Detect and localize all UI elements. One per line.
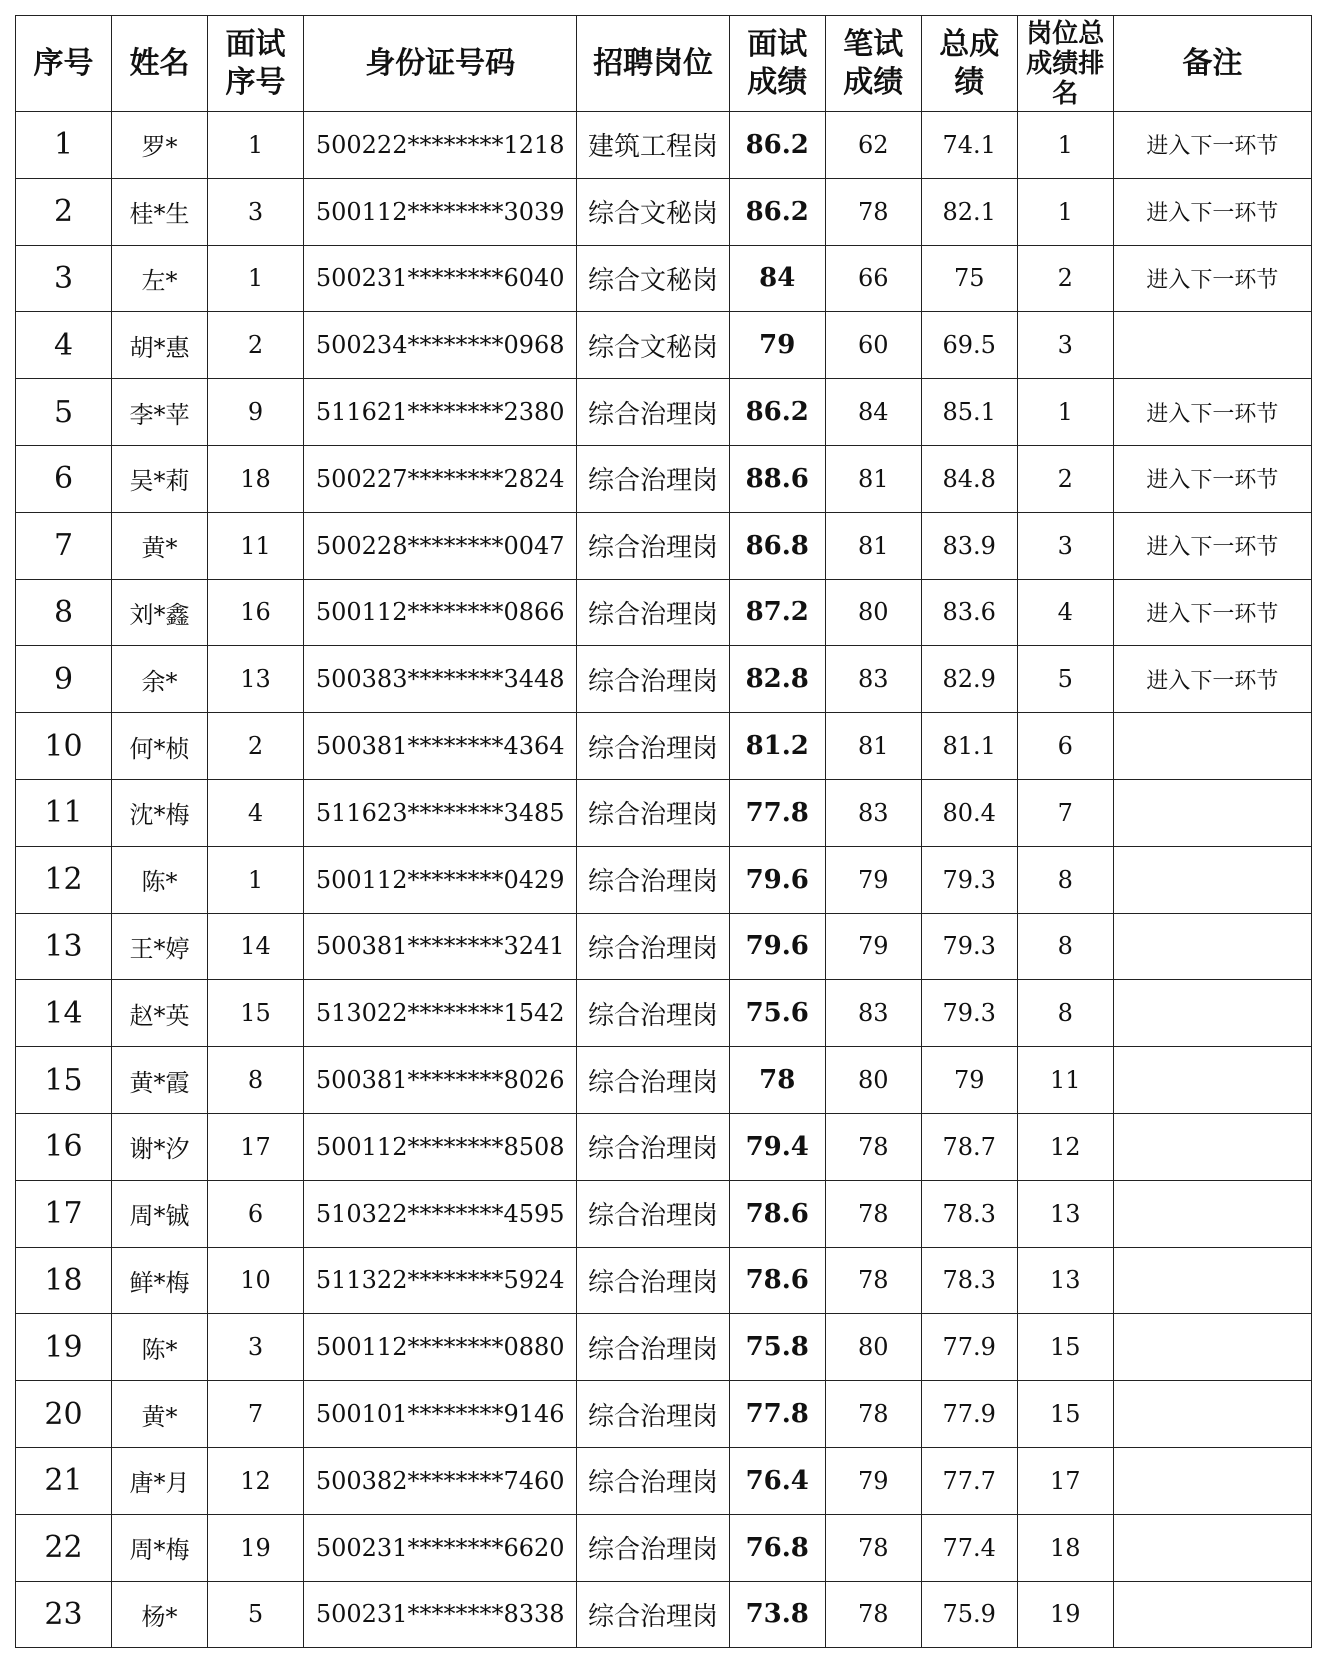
interview-score-cell: 73.8 xyxy=(729,1581,825,1648)
interview-score-cell: 86.2 xyxy=(729,112,825,179)
name-cell: 罗* xyxy=(112,112,208,179)
remark-cell: 进入下一环节 xyxy=(1113,512,1311,579)
written-score-cell: 60 xyxy=(825,312,921,379)
id-number-cell: 500112********3039 xyxy=(304,178,577,245)
written-score-cell: 84 xyxy=(825,379,921,446)
id-number-cell: 500227********2824 xyxy=(304,445,577,512)
remark-cell xyxy=(1113,1247,1311,1314)
id-number-cell: 500112********0429 xyxy=(304,846,577,913)
name-cell: 唐*月 xyxy=(112,1447,208,1514)
interview-no-cell: 9 xyxy=(208,379,304,446)
interview-no-cell: 13 xyxy=(208,646,304,713)
table-row xyxy=(16,512,1312,579)
written-score-cell: 83 xyxy=(825,646,921,713)
total-score-cell: 69.5 xyxy=(921,312,1017,379)
name-cell: 沈*梅 xyxy=(112,779,208,846)
remark-cell xyxy=(1113,779,1311,846)
interview-no-cell: 12 xyxy=(208,1447,304,1514)
rank-cell: 1 xyxy=(1017,112,1113,179)
position-cell: 综合治理岗 xyxy=(577,913,729,980)
name-cell: 桂*生 xyxy=(112,178,208,245)
position-cell: 综合文秘岗 xyxy=(577,245,729,312)
table-row xyxy=(16,913,1312,980)
rank-cell: 6 xyxy=(1017,713,1113,780)
seq-cell: 12 xyxy=(16,846,112,913)
remark-cell xyxy=(1113,1314,1311,1381)
interview-no-cell: 15 xyxy=(208,980,304,1047)
header-remark: 备注 xyxy=(1113,16,1311,112)
interview-no-cell: 18 xyxy=(208,445,304,512)
interview-score-cell: 84 xyxy=(729,245,825,312)
written-score-cell: 62 xyxy=(825,112,921,179)
header-interview-no: 面试序号 xyxy=(208,16,304,112)
header-interview-score: 面试成绩 xyxy=(729,16,825,112)
total-score-cell: 78.3 xyxy=(921,1247,1017,1314)
id-number-cell: 500231********6040 xyxy=(304,245,577,312)
remark-cell xyxy=(1113,1447,1311,1514)
table-row xyxy=(16,1180,1312,1247)
position-cell: 综合治理岗 xyxy=(577,1581,729,1648)
interview-no-cell: 11 xyxy=(208,512,304,579)
name-cell: 黄*霞 xyxy=(112,1047,208,1114)
written-score-cell: 78 xyxy=(825,1180,921,1247)
interview-no-cell: 1 xyxy=(208,245,304,312)
interview-no-cell: 10 xyxy=(208,1247,304,1314)
table-row xyxy=(16,579,1312,646)
table-row xyxy=(16,312,1312,379)
table-row xyxy=(16,1113,1312,1180)
id-number-cell: 500382********7460 xyxy=(304,1447,577,1514)
written-score-cell: 78 xyxy=(825,1581,921,1648)
rank-cell: 7 xyxy=(1017,779,1113,846)
total-score-cell: 74.1 xyxy=(921,112,1017,179)
interview-score-cell: 79.6 xyxy=(729,913,825,980)
remark-cell xyxy=(1113,312,1311,379)
rank-cell: 8 xyxy=(1017,913,1113,980)
id-number-cell: 511322********5924 xyxy=(304,1247,577,1314)
total-score-cell: 78.7 xyxy=(921,1113,1017,1180)
table-row xyxy=(16,1047,1312,1114)
id-number-cell: 500222********1218 xyxy=(304,112,577,179)
seq-cell: 21 xyxy=(16,1447,112,1514)
id-number-cell: 500228********0047 xyxy=(304,512,577,579)
name-cell: 鲜*梅 xyxy=(112,1247,208,1314)
name-cell: 赵*英 xyxy=(112,980,208,1047)
total-score-cell: 81.1 xyxy=(921,713,1017,780)
interview-score-cell: 77.8 xyxy=(729,779,825,846)
name-cell: 吴*莉 xyxy=(112,445,208,512)
position-cell: 综合治理岗 xyxy=(577,379,729,446)
name-cell: 周*梅 xyxy=(112,1514,208,1581)
interview-score-cell: 86.2 xyxy=(729,178,825,245)
interview-score-cell: 75.8 xyxy=(729,1314,825,1381)
table-row xyxy=(16,1447,1312,1514)
written-score-cell: 78 xyxy=(825,1113,921,1180)
id-number-cell: 510322********4595 xyxy=(304,1180,577,1247)
rank-cell: 19 xyxy=(1017,1581,1113,1648)
interview-no-cell: 4 xyxy=(208,779,304,846)
interview-score-cell: 76.8 xyxy=(729,1514,825,1581)
interview-score-cell: 79.4 xyxy=(729,1113,825,1180)
name-cell: 王*婷 xyxy=(112,913,208,980)
seq-cell: 10 xyxy=(16,713,112,780)
rank-cell: 1 xyxy=(1017,178,1113,245)
remark-cell xyxy=(1113,846,1311,913)
interview-no-cell: 17 xyxy=(208,1113,304,1180)
rank-cell: 8 xyxy=(1017,980,1113,1047)
written-score-cell: 78 xyxy=(825,1514,921,1581)
position-cell: 综合治理岗 xyxy=(577,1314,729,1381)
rank-cell: 3 xyxy=(1017,512,1113,579)
written-score-cell: 78 xyxy=(825,1381,921,1448)
total-score-cell: 77.7 xyxy=(921,1447,1017,1514)
position-cell: 综合治理岗 xyxy=(577,846,729,913)
position-cell: 综合文秘岗 xyxy=(577,178,729,245)
position-cell: 综合治理岗 xyxy=(577,1447,729,1514)
total-score-cell: 75 xyxy=(921,245,1017,312)
name-cell: 黄* xyxy=(112,512,208,579)
remark-cell: 进入下一环节 xyxy=(1113,445,1311,512)
id-number-cell: 500234********0968 xyxy=(304,312,577,379)
table-row xyxy=(16,1247,1312,1314)
header-written-score: 笔试成绩 xyxy=(825,16,921,112)
id-number-cell: 500231********6620 xyxy=(304,1514,577,1581)
written-score-cell: 81 xyxy=(825,512,921,579)
seq-cell: 15 xyxy=(16,1047,112,1114)
interview-score-cell: 78.6 xyxy=(729,1180,825,1247)
position-cell: 综合治理岗 xyxy=(577,512,729,579)
table-row xyxy=(16,1314,1312,1381)
total-score-cell: 79.3 xyxy=(921,913,1017,980)
name-cell: 谢*汐 xyxy=(112,1113,208,1180)
name-cell: 胡*惠 xyxy=(112,312,208,379)
seq-cell: 14 xyxy=(16,980,112,1047)
remark-cell: 进入下一环节 xyxy=(1113,112,1311,179)
name-cell: 李*苹 xyxy=(112,379,208,446)
remark-cell: 进入下一环节 xyxy=(1113,178,1311,245)
table-row xyxy=(16,713,1312,780)
written-score-cell: 80 xyxy=(825,579,921,646)
seq-cell: 1 xyxy=(16,112,112,179)
position-cell: 综合文秘岗 xyxy=(577,312,729,379)
total-score-cell: 75.9 xyxy=(921,1581,1017,1648)
position-cell: 综合治理岗 xyxy=(577,779,729,846)
interview-no-cell: 5 xyxy=(208,1581,304,1648)
rank-cell: 12 xyxy=(1017,1113,1113,1180)
seq-cell: 19 xyxy=(16,1314,112,1381)
interview-no-cell: 16 xyxy=(208,579,304,646)
name-cell: 陈* xyxy=(112,846,208,913)
id-number-cell: 500381********8026 xyxy=(304,1047,577,1114)
header-seq: 序号 xyxy=(16,16,112,112)
interview-score-cell: 81.2 xyxy=(729,713,825,780)
id-number-cell: 500231********8338 xyxy=(304,1581,577,1648)
position-cell: 综合治理岗 xyxy=(577,579,729,646)
header-id: 身份证号码 xyxy=(304,16,577,112)
table-row xyxy=(16,245,1312,312)
table-row xyxy=(16,646,1312,713)
remark-cell xyxy=(1113,1581,1311,1648)
total-score-cell: 85.1 xyxy=(921,379,1017,446)
rank-cell: 8 xyxy=(1017,846,1113,913)
table-row xyxy=(16,779,1312,846)
written-score-cell: 80 xyxy=(825,1314,921,1381)
interview-score-cell: 87.2 xyxy=(729,579,825,646)
id-number-cell: 511623********3485 xyxy=(304,779,577,846)
total-score-cell: 84.8 xyxy=(921,445,1017,512)
remark-cell: 进入下一环节 xyxy=(1113,379,1311,446)
seq-cell: 20 xyxy=(16,1381,112,1448)
table-row xyxy=(16,178,1312,245)
rank-cell: 1 xyxy=(1017,379,1113,446)
id-number-cell: 500381********3241 xyxy=(304,913,577,980)
total-score-cell: 77.4 xyxy=(921,1514,1017,1581)
remark-cell xyxy=(1113,913,1311,980)
position-cell: 综合治理岗 xyxy=(577,1247,729,1314)
name-cell: 陈* xyxy=(112,1314,208,1381)
interview-no-cell: 3 xyxy=(208,178,304,245)
table-row xyxy=(16,379,1312,446)
header-position: 招聘岗位 xyxy=(577,16,729,112)
interview-score-cell: 78.6 xyxy=(729,1247,825,1314)
rank-cell: 3 xyxy=(1017,312,1113,379)
total-score-cell: 83.6 xyxy=(921,579,1017,646)
seq-cell: 2 xyxy=(16,178,112,245)
written-score-cell: 79 xyxy=(825,913,921,980)
rank-cell: 15 xyxy=(1017,1381,1113,1448)
remark-cell xyxy=(1113,1180,1311,1247)
id-number-cell: 500112********0866 xyxy=(304,579,577,646)
total-score-cell: 77.9 xyxy=(921,1381,1017,1448)
id-number-cell: 511621********2380 xyxy=(304,379,577,446)
written-score-cell: 79 xyxy=(825,846,921,913)
name-cell: 周*铖 xyxy=(112,1180,208,1247)
interview-no-cell: 1 xyxy=(208,846,304,913)
written-score-cell: 78 xyxy=(825,178,921,245)
interview-score-cell: 86.8 xyxy=(729,512,825,579)
table-row xyxy=(16,980,1312,1047)
rank-cell: 18 xyxy=(1017,1514,1113,1581)
header-total-score: 总成绩 xyxy=(921,16,1017,112)
remark-cell xyxy=(1113,1381,1311,1448)
position-cell: 建筑工程岗 xyxy=(577,112,729,179)
interview-score-cell: 76.4 xyxy=(729,1447,825,1514)
interview-no-cell: 14 xyxy=(208,913,304,980)
position-cell: 综合治理岗 xyxy=(577,646,729,713)
rank-cell: 11 xyxy=(1017,1047,1113,1114)
position-cell: 综合治理岗 xyxy=(577,1113,729,1180)
remark-cell: 进入下一环节 xyxy=(1113,245,1311,312)
interview-score-cell: 88.6 xyxy=(729,445,825,512)
seq-cell: 7 xyxy=(16,512,112,579)
name-cell: 刘*鑫 xyxy=(112,579,208,646)
written-score-cell: 79 xyxy=(825,1447,921,1514)
seq-cell: 16 xyxy=(16,1113,112,1180)
interview-score-cell: 79 xyxy=(729,312,825,379)
rank-cell: 2 xyxy=(1017,445,1113,512)
name-cell: 余* xyxy=(112,646,208,713)
interview-score-cell: 82.8 xyxy=(729,646,825,713)
seq-cell: 18 xyxy=(16,1247,112,1314)
remark-cell xyxy=(1113,1113,1311,1180)
interview-score-cell: 79.6 xyxy=(729,846,825,913)
interview-no-cell: 3 xyxy=(208,1314,304,1381)
rank-cell: 2 xyxy=(1017,245,1113,312)
interview-score-cell: 78 xyxy=(729,1047,825,1114)
id-number-cell: 500381********4364 xyxy=(304,713,577,780)
written-score-cell: 80 xyxy=(825,1047,921,1114)
name-cell: 杨* xyxy=(112,1581,208,1648)
interview-score-cell: 77.8 xyxy=(729,1381,825,1448)
interview-no-cell: 19 xyxy=(208,1514,304,1581)
written-score-cell: 83 xyxy=(825,779,921,846)
table-row xyxy=(16,1581,1312,1648)
total-score-cell: 79.3 xyxy=(921,846,1017,913)
total-score-cell: 82.1 xyxy=(921,178,1017,245)
interview-no-cell: 1 xyxy=(208,112,304,179)
total-score-cell: 79 xyxy=(921,1047,1017,1114)
id-number-cell: 500101********9146 xyxy=(304,1381,577,1448)
table-row xyxy=(16,445,1312,512)
score-table xyxy=(15,15,1312,1648)
seq-cell: 23 xyxy=(16,1581,112,1648)
position-cell: 综合治理岗 xyxy=(577,1381,729,1448)
seq-cell: 3 xyxy=(16,245,112,312)
name-cell: 何*桢 xyxy=(112,713,208,780)
total-score-cell: 77.9 xyxy=(921,1314,1017,1381)
id-number-cell: 500112********8508 xyxy=(304,1113,577,1180)
interview-no-cell: 2 xyxy=(208,312,304,379)
header-name: 姓名 xyxy=(112,16,208,112)
seq-cell: 8 xyxy=(16,579,112,646)
rank-cell: 5 xyxy=(1017,646,1113,713)
seq-cell: 22 xyxy=(16,1514,112,1581)
table-row xyxy=(16,1514,1312,1581)
position-cell: 综合治理岗 xyxy=(577,713,729,780)
total-score-cell: 82.9 xyxy=(921,646,1017,713)
interview-no-cell: 7 xyxy=(208,1381,304,1448)
remark-cell: 进入下一环节 xyxy=(1113,579,1311,646)
written-score-cell: 78 xyxy=(825,1247,921,1314)
total-score-cell: 78.3 xyxy=(921,1180,1017,1247)
seq-cell: 9 xyxy=(16,646,112,713)
interview-no-cell: 6 xyxy=(208,1180,304,1247)
total-score-cell: 79.3 xyxy=(921,980,1017,1047)
position-cell: 综合治理岗 xyxy=(577,1180,729,1247)
remark-cell xyxy=(1113,1047,1311,1114)
position-cell: 综合治理岗 xyxy=(577,445,729,512)
interview-score-cell: 86.2 xyxy=(729,379,825,446)
header-row xyxy=(16,16,1312,112)
seq-cell: 4 xyxy=(16,312,112,379)
position-cell: 综合治理岗 xyxy=(577,980,729,1047)
total-score-cell: 80.4 xyxy=(921,779,1017,846)
remark-cell xyxy=(1113,980,1311,1047)
rank-cell: 4 xyxy=(1017,579,1113,646)
remark-cell: 进入下一环节 xyxy=(1113,646,1311,713)
position-cell: 综合治理岗 xyxy=(577,1514,729,1581)
rank-cell: 17 xyxy=(1017,1447,1113,1514)
written-score-cell: 66 xyxy=(825,245,921,312)
id-number-cell: 513022********1542 xyxy=(304,980,577,1047)
table-row xyxy=(16,1381,1312,1448)
id-number-cell: 500112********0880 xyxy=(304,1314,577,1381)
name-cell: 左* xyxy=(112,245,208,312)
total-score-cell: 83.9 xyxy=(921,512,1017,579)
remark-cell xyxy=(1113,1514,1311,1581)
interview-no-cell: 8 xyxy=(208,1047,304,1114)
table-body xyxy=(16,112,1312,1648)
seq-cell: 6 xyxy=(16,445,112,512)
seq-cell: 13 xyxy=(16,913,112,980)
id-number-cell: 500383********3448 xyxy=(304,646,577,713)
seq-cell: 11 xyxy=(16,779,112,846)
written-score-cell: 83 xyxy=(825,980,921,1047)
position-cell: 综合治理岗 xyxy=(577,1047,729,1114)
table-row xyxy=(16,846,1312,913)
rank-cell: 13 xyxy=(1017,1247,1113,1314)
name-cell: 黄* xyxy=(112,1381,208,1448)
written-score-cell: 81 xyxy=(825,713,921,780)
interview-score-cell: 75.6 xyxy=(729,980,825,1047)
rank-cell: 13 xyxy=(1017,1180,1113,1247)
remark-cell xyxy=(1113,713,1311,780)
interview-no-cell: 2 xyxy=(208,713,304,780)
seq-cell: 17 xyxy=(16,1180,112,1247)
table-row xyxy=(16,112,1312,179)
header-rank: 岗位总成绩排名 xyxy=(1017,16,1113,112)
written-score-cell: 81 xyxy=(825,445,921,512)
seq-cell: 5 xyxy=(16,379,112,446)
rank-cell: 15 xyxy=(1017,1314,1113,1381)
